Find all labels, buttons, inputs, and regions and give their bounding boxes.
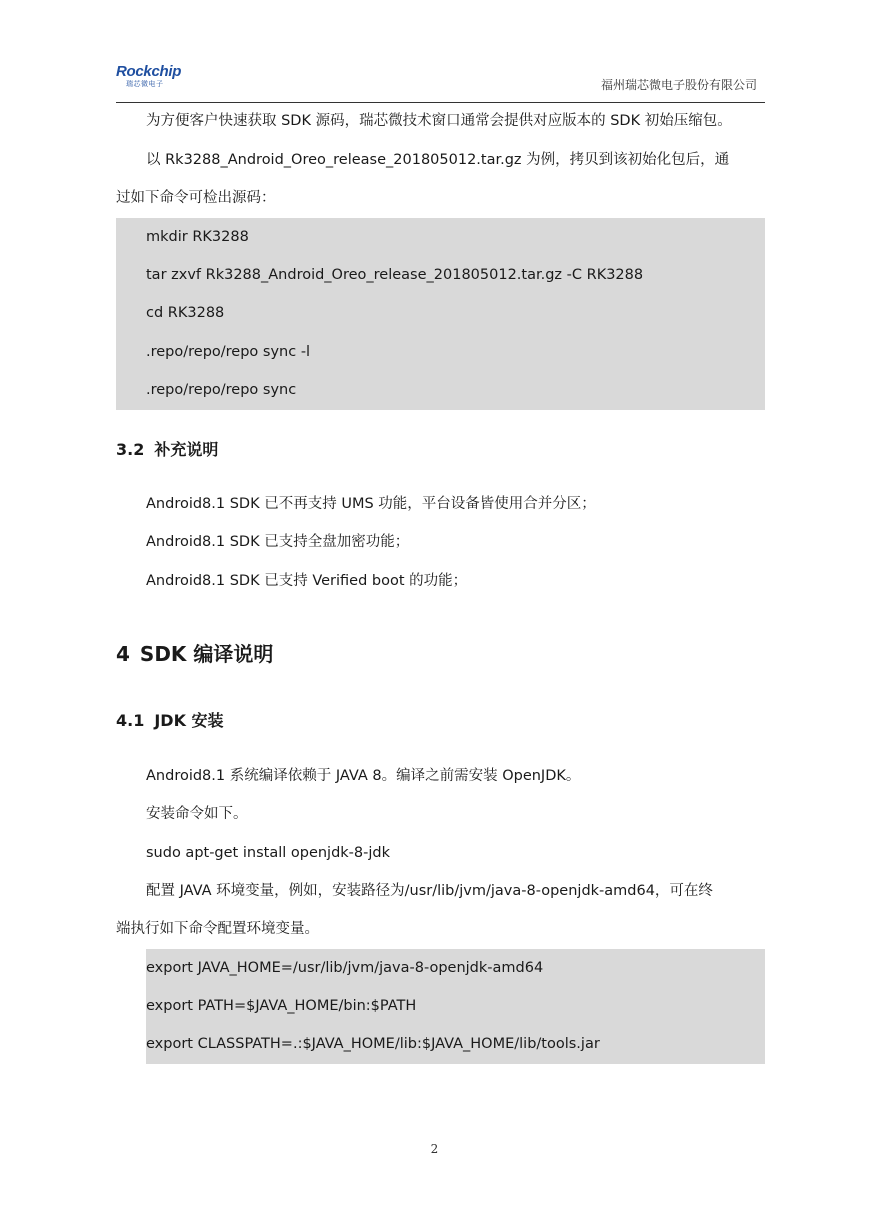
jdk-paragraph-2: 安装命令如下。	[146, 806, 248, 822]
intro-paragraph-2-line-1: 以 Rk3288_Android_Oreo_release_201805012.tar.gz 为例，拷贝到该初始化包后，通	[146, 152, 730, 168]
supplement-item: Android8.1 SDK 已支持 Verified boot 的功能；	[146, 573, 468, 589]
supplement-item: Android8.1 SDK 已不再支持 UMS 功能，平台设备皆使用合并分区；	[146, 496, 596, 512]
code-line: export CLASSPATH=.:$JAVA_HOME/lib:$JAVA_HOME/lib/tools.jar	[146, 1036, 600, 1052]
section-title: JDK 安装	[154, 711, 224, 730]
code-line: tar zxvf Rk3288_Android_Oreo_release_201805012.tar.gz -C RK3288	[146, 267, 644, 283]
code-line: export PATH=$JAVA_HOME/bin:$PATH	[146, 998, 417, 1014]
section-heading-3-2	[116, 437, 218, 460]
page-number: 2	[430, 1142, 439, 1156]
code-line: cd RK3288	[146, 305, 225, 321]
code-line: .repo/repo/repo sync -l	[146, 344, 311, 360]
chapter-title: SDK 编译说明	[139, 642, 274, 666]
company-name: 福州瑞芯微电子股份有限公司	[600, 78, 757, 92]
section-heading-4-1	[116, 708, 224, 731]
code-line: export JAVA_HOME=/usr/lib/jvm/java-8-openjdk-amd64	[146, 960, 544, 976]
chapter-number: 4	[116, 642, 130, 666]
jdk-paragraph-4-line-1: 配置 JAVA 环境变量，例如，安装路径为/usr/lib/jvm/java-8-openjdk-amd64，可在终	[146, 883, 713, 899]
jdk-install-command: sudo apt-get install openjdk-8-jdk	[146, 845, 391, 861]
supplement-item: Android8.1 SDK 已支持全盘加密功能；	[146, 534, 410, 550]
code-block-checkout	[116, 218, 765, 410]
code-line: .repo/repo/repo sync	[146, 382, 297, 398]
jdk-paragraph-1: Android8.1 系统编译依赖于 JAVA 8。编译之前需安装 OpenJDK。	[146, 768, 581, 784]
section-title: 补充说明	[154, 440, 219, 459]
page-header	[116, 58, 765, 103]
intro-paragraph-2-line-2: 过如下命令可检出源码：	[116, 190, 276, 206]
code-line: mkdir RK3288	[146, 229, 249, 245]
code-block-env-vars	[146, 949, 765, 1064]
rockchip-logo	[116, 63, 208, 91]
logo-wordmark: Rockchip	[116, 63, 182, 80]
logo-subtext: 瑞芯微电子	[126, 80, 164, 88]
section-number: 3.2	[116, 440, 145, 459]
section-number: 4.1	[116, 711, 145, 730]
intro-paragraph-1: 为方便客户快速获取 SDK 源码，瑞芯微技术窗口通常会提供对应版本的 SDK 初始压缩包。	[146, 113, 732, 129]
jdk-paragraph-4-line-2: 端执行如下命令配置环境变量。	[116, 921, 319, 937]
chapter-heading-4	[116, 638, 273, 667]
